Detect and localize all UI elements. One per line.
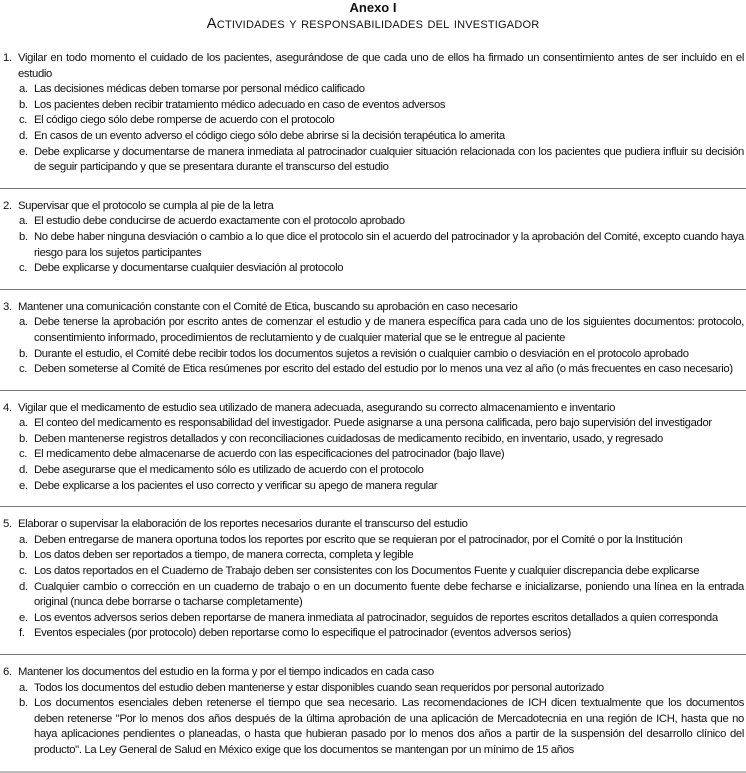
list-item xyxy=(0,129,746,145)
section-text: Mantener una comunicación constante con el Comité de Etica, buscando su aprobación en caso necesario xyxy=(18,300,518,313)
item-letter: a. xyxy=(19,316,28,329)
list-item xyxy=(0,113,746,129)
item-text: Las decisiones médicas deben tomarse por personal médico calificado xyxy=(34,83,365,96)
item-letter: a. xyxy=(19,681,28,694)
section-heading xyxy=(0,401,746,417)
list-item xyxy=(0,214,746,230)
list-item xyxy=(0,145,746,176)
item-text: Debe explicarse a los pacientes el uso correcto y verificar su apego de manera regular xyxy=(34,479,438,492)
list-item xyxy=(0,416,746,432)
list-item xyxy=(0,230,746,261)
item-text: En casos de un evento adverso el código ciego sólo debe abrirse si la decisión terapéutica lo amerita xyxy=(34,129,505,142)
item-text: Deben someterse al Comité de Etica resúmenes por escrito del estado del estudio por lo menos una vez al año (o más frecuentes en caso necesario) xyxy=(34,363,733,376)
list-item xyxy=(0,548,746,564)
item-letter: a. xyxy=(19,417,28,430)
item-text: No debe haber ninguna desviación o cambio a lo que dice el protocolo sin el acuerdo del patrocinador y la aprobación del Comité, excepto cuando haya riesgo para los sujetos participantes xyxy=(34,230,744,259)
list-item xyxy=(0,362,746,378)
item-text: Durante el estudio, el Comité debe recibir todos los documentos sujetos a revisión o cualquier cambio o desviación en el protocolo aprobado xyxy=(34,347,689,360)
list-item xyxy=(0,447,746,463)
item-letter: d. xyxy=(19,129,28,142)
responsibility-section xyxy=(0,189,746,290)
item-text: Deben entregarse de manera oportuna todos los reportes por escrito que se requieran por el patrocinador, por el Comité o por la Institución xyxy=(34,533,683,546)
section-number: 1. xyxy=(3,52,12,64)
section-text: Mantener los documentos del estudio en la forma y por el tiempo indicados en cada caso xyxy=(18,666,434,678)
item-text: El código ciego sólo debe romperse de acuerdo con el protocolo xyxy=(34,114,335,127)
responsibility-section xyxy=(0,41,746,189)
item-letter: b. xyxy=(19,432,28,445)
item-letter: b. xyxy=(19,347,28,360)
list-item xyxy=(0,261,746,277)
list-item xyxy=(0,347,746,363)
item-letter: c. xyxy=(19,565,28,578)
item-letter: c. xyxy=(19,262,28,275)
list-item xyxy=(0,564,746,580)
item-letter: a. xyxy=(19,215,28,228)
list-item xyxy=(0,432,746,448)
list-item xyxy=(0,580,746,611)
section-number: 3. xyxy=(3,300,12,313)
item-letter: d. xyxy=(19,580,28,593)
item-text: Los datos deben ser reportados a tiempo, de manera correcta, completa y legible xyxy=(34,549,414,562)
section-number: 4. xyxy=(3,401,12,414)
responsibility-section xyxy=(0,290,746,391)
section-heading xyxy=(0,51,746,82)
item-text: Debe explicarse y documentarse cualquier desviación al protocolo xyxy=(34,262,344,275)
item-text: Debe explicarse y documentarse de manera inmediata al patrocinador cualquier situación relacionada con los pacientes que pudiera influir su decisión de seguir participando y que se presentara durante el transcurso del estudio xyxy=(34,145,744,174)
item-text: Cualquier cambio o corrección en un cuaderno de trabajo o en un documento fuente debe fecharse e inicializarse, poniendo una línea en la entrada original (nunca debe borrarse o tacharse completamente) xyxy=(34,580,744,609)
section-heading xyxy=(0,199,746,215)
item-letter: c. xyxy=(19,363,28,376)
item-letter: a. xyxy=(19,533,28,546)
item-letter: c. xyxy=(19,114,28,127)
list-item xyxy=(0,82,746,98)
section-heading xyxy=(0,517,746,533)
section-number: 2. xyxy=(3,199,12,212)
section-heading xyxy=(0,300,746,316)
item-text: El estudio debe conducirse de acuerdo exactamente con el protocolo aprobado xyxy=(34,215,405,228)
item-text: Todos los documentos del estudio deben mantenerse y estar disponibles cuando sean requeridos por personal autorizado xyxy=(34,681,604,694)
item-letter: f. xyxy=(19,627,25,640)
list-item xyxy=(0,696,746,758)
item-letter: a. xyxy=(19,83,28,96)
item-text: Los datos reportados en el Cuaderno de Trabajo deben ser consistentes con los Documentos Fuente y cualquier discrepancia debe explicarse xyxy=(34,565,700,578)
list-item xyxy=(0,479,746,495)
responsibility-section xyxy=(0,655,746,773)
list-item xyxy=(0,681,746,697)
item-letter: e. xyxy=(19,145,28,158)
item-text: Debe tenerse la aprobación por escrito antes de comenzar el estudio y de manera específica para cada uno de los siguientes documentos: protocolo, consentimiento informado, procedimientos de reclutamiento y de cualquier material que se le entregue al paciente xyxy=(34,316,744,344)
item-letter: e. xyxy=(19,611,28,624)
item-text: Eventos especiales (por protocolo) deben reportarse como lo especifique el patrocinador (eventos adversos serios) xyxy=(34,627,571,640)
section-text: Supervisar que el protocolo se cumpla al pie de la letra xyxy=(18,199,274,212)
section-text: Elaborar o supervisar la elaboración de los reportes necesarios durante el transcurso del estudio xyxy=(18,518,468,531)
item-text: Los pacientes deben recibir tratamiento médico adecuado en caso de eventos adversos xyxy=(34,98,446,111)
list-item xyxy=(0,626,746,642)
item-text: Debe asegurarse que el medicamento sólo es utilizado de acuerdo con el protocolo xyxy=(34,464,424,477)
item-letter: b. xyxy=(19,697,28,710)
item-text: Los eventos adversos serios deben reportarse de manera inmediata al patrocinador, seguidos de reportes escritos detallados a quien corresponda xyxy=(34,611,718,624)
section-text: Vigilar que el medicamento de estudio sea utilizado de manera adecuada, asegurando su correcto almacenamiento e inventario xyxy=(18,401,616,414)
item-letter: b. xyxy=(19,230,28,243)
section-text: Vigilar en todo momento el cuidado de los pacientes, asegurándose de que cada uno de ellos ha firmado un consentimiento antes de ser incluido en el estudio xyxy=(18,52,744,80)
item-letter: d. xyxy=(19,464,28,477)
responsibility-section xyxy=(0,391,746,508)
section-number: 6. xyxy=(3,666,12,678)
responsibilities-list xyxy=(0,41,746,773)
section-number: 5. xyxy=(3,518,12,531)
item-text: Los documentos esenciales deben retenerse el tiempo que sea necesario. Las recomendaciones de ICH dicen textualmente que los documentos deben retenerse "Por lo menos dos años después de la última aprobación de una aplicación de Mercadotecnia en una región de ICH, hasta que no haya aplicaciones pendientes o planeadas, o hasta que hubieran pasado por lo menos dos años a partir de la suspensión del desarrollo clínico del producto". La Ley General de Salud en México exige que los documentos se mantengan por un mínimo de 15 años xyxy=(34,697,744,756)
item-letter: e. xyxy=(19,479,28,492)
item-text: El medicamento debe almacenarse de acuerdo con las especificaciones del patrocinador (bajo llave) xyxy=(34,448,505,461)
item-text: Deben mantenerse registros detallados y con reconciliaciones cuidadosas de medicamento recibido, en inventario, usado, y regresado xyxy=(34,432,663,445)
annex-subtitle: Actividades y responsabilidades del investigador xyxy=(206,15,540,32)
list-item xyxy=(0,98,746,114)
list-item xyxy=(0,533,746,549)
list-item xyxy=(0,611,746,627)
list-item xyxy=(0,463,746,479)
item-letter: b. xyxy=(19,549,28,562)
item-letter: b. xyxy=(19,98,28,111)
list-item xyxy=(0,315,746,346)
responsibility-section xyxy=(0,507,746,655)
annex-title: Anexo I xyxy=(349,0,397,15)
item-text: El conteo del medicamento es responsabilidad del investigador. Puede asignarse a una persona calificada, pero bajo supervisión del investigador xyxy=(34,417,712,430)
item-letter: c. xyxy=(19,448,28,461)
section-heading xyxy=(0,665,746,681)
